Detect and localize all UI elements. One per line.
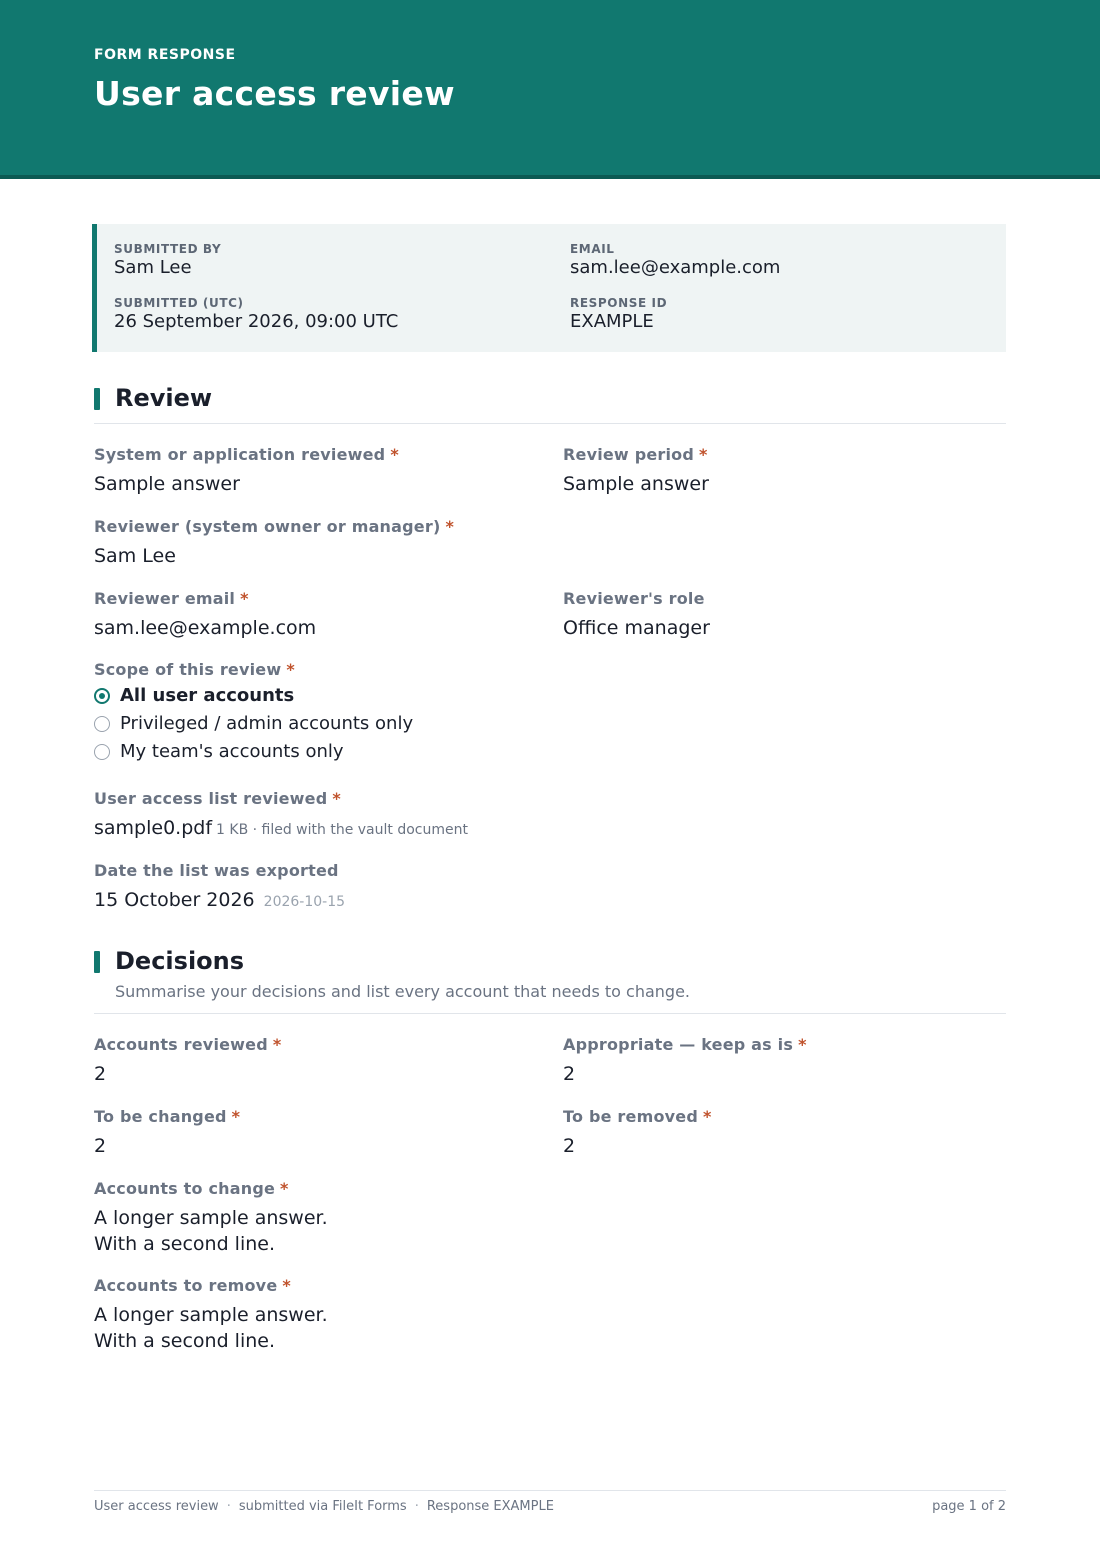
footer-form-name: User access review bbox=[94, 1499, 219, 1514]
field-value: 2 bbox=[563, 1063, 576, 1085]
footer-info bbox=[94, 1499, 554, 1514]
field-review-period bbox=[563, 445, 709, 497]
required-marker: * bbox=[798, 1035, 807, 1054]
field-to-be-removed bbox=[563, 1107, 712, 1159]
field-value: 2 bbox=[94, 1135, 107, 1157]
option-label: All user accounts bbox=[120, 685, 295, 706]
field-value: Office manager bbox=[563, 617, 710, 639]
field-reviewer-role bbox=[563, 589, 710, 641]
option-label: Privileged / admin accounts only bbox=[120, 713, 414, 734]
field-label: Reviewer email * bbox=[94, 589, 249, 608]
field-value: Sample answer bbox=[94, 473, 240, 495]
email-label: EMAIL bbox=[570, 242, 615, 256]
submitted-at-label: SUBMITTED (UTC) bbox=[114, 296, 244, 310]
required-marker: * bbox=[240, 589, 249, 608]
section-accent-bar bbox=[94, 388, 100, 410]
response-id bbox=[570, 296, 667, 332]
field-reviewer bbox=[94, 517, 454, 569]
required-marker: * bbox=[390, 445, 399, 464]
section-title: Decisions bbox=[115, 947, 245, 975]
required-marker: * bbox=[282, 1276, 291, 1295]
footer-divider bbox=[94, 1490, 1006, 1491]
field-label: To be removed * bbox=[563, 1107, 712, 1126]
required-marker: * bbox=[702, 1107, 712, 1126]
submitted-at bbox=[114, 296, 398, 332]
footer-separator: · bbox=[226, 1499, 231, 1514]
submitted-by-value: Sam Lee bbox=[114, 257, 192, 278]
submitted-by bbox=[114, 242, 221, 278]
section-divider bbox=[94, 423, 1006, 424]
file-attachment bbox=[94, 815, 468, 843]
required-marker: * bbox=[699, 445, 708, 464]
field-value: sam.lee@example.com bbox=[94, 617, 317, 639]
page-title: User access review bbox=[94, 74, 455, 113]
scope-option-all bbox=[94, 685, 294, 706]
field-export-date bbox=[94, 861, 345, 915]
field-value: Sam Lee bbox=[94, 545, 176, 567]
section-description: Summarise your decisions and list every account that needs to change. bbox=[115, 982, 690, 1001]
field-value: Sample answer bbox=[563, 473, 709, 495]
submitted-at-value: 26 September 2026, 09:00 UTC bbox=[114, 311, 399, 332]
required-marker: * bbox=[445, 517, 455, 536]
field-label: User access list reviewed * bbox=[94, 789, 341, 808]
field-label: Review period * bbox=[563, 445, 708, 464]
field-label: Scope of this review * bbox=[94, 660, 295, 679]
field-value: A longer sample answer. With a second line. bbox=[94, 1304, 328, 1352]
field-appropriate bbox=[563, 1035, 807, 1087]
field-label: Accounts reviewed * bbox=[94, 1035, 282, 1054]
header-banner bbox=[0, 0, 1100, 179]
field-label: Accounts to change * bbox=[94, 1179, 289, 1198]
field-label: Accounts to remove * bbox=[94, 1276, 291, 1295]
file-meta: 1 KB · filed with the vault document bbox=[216, 822, 468, 838]
field-label: Appropriate — keep as is * bbox=[563, 1035, 807, 1054]
section-title: Review bbox=[115, 384, 213, 412]
page-number: page 1 of 2 bbox=[932, 1499, 1006, 1514]
footer-via: submitted via FileIt Forms bbox=[238, 1499, 407, 1514]
response-id-label: RESPONSE ID bbox=[570, 296, 668, 310]
field-value: 15 October 2026 2026-10-15 bbox=[94, 889, 346, 911]
required-marker: * bbox=[231, 1107, 241, 1126]
field-accounts-to-change bbox=[94, 1179, 328, 1257]
scope-option-privileged bbox=[94, 713, 413, 734]
field-label: Date the list was exported bbox=[94, 861, 339, 880]
field-scope bbox=[94, 660, 295, 679]
radio-selected-icon bbox=[94, 688, 110, 704]
field-label: System or application reviewed * bbox=[94, 445, 399, 464]
scope-option-team bbox=[94, 741, 344, 762]
field-value: 2 bbox=[94, 1063, 107, 1085]
field-accounts-to-remove bbox=[94, 1276, 328, 1354]
field-value: 2 bbox=[563, 1135, 576, 1157]
field-access-list bbox=[94, 789, 468, 843]
required-marker: * bbox=[280, 1179, 289, 1198]
form-kicker: FORM RESPONSE bbox=[94, 47, 236, 63]
required-marker: * bbox=[286, 660, 295, 679]
field-reviewer-email bbox=[94, 589, 316, 641]
field-label: Reviewer's role bbox=[563, 589, 705, 608]
field-label: Reviewer (system owner or manager) * bbox=[94, 517, 455, 536]
required-marker: * bbox=[272, 1035, 282, 1054]
radio-unselected-icon bbox=[94, 716, 110, 732]
radio-unselected-icon bbox=[94, 744, 110, 760]
submitted-by-label: SUBMITTED BY bbox=[114, 242, 222, 256]
field-to-be-changed bbox=[94, 1107, 240, 1159]
footer-separator: · bbox=[414, 1499, 419, 1514]
section-divider bbox=[94, 1013, 1006, 1014]
submitter-email bbox=[570, 242, 780, 278]
submission-meta-panel bbox=[92, 224, 1006, 352]
iso-date: 2026-10-15 bbox=[263, 894, 346, 910]
field-label: To be changed * bbox=[94, 1107, 241, 1126]
field-system-reviewed bbox=[94, 445, 399, 497]
required-marker: * bbox=[332, 789, 341, 808]
response-id-value: EXAMPLE bbox=[570, 311, 654, 332]
email-value: sam.lee@example.com bbox=[570, 257, 781, 278]
file-link[interactable]: sample0.pdf bbox=[94, 817, 213, 839]
field-value: A longer sample answer. With a second line. bbox=[94, 1207, 328, 1255]
section-accent-bar bbox=[94, 951, 100, 973]
footer-response: Response EXAMPLE bbox=[426, 1499, 554, 1514]
option-label: My team's accounts only bbox=[120, 741, 344, 762]
field-accounts-reviewed bbox=[94, 1035, 281, 1087]
